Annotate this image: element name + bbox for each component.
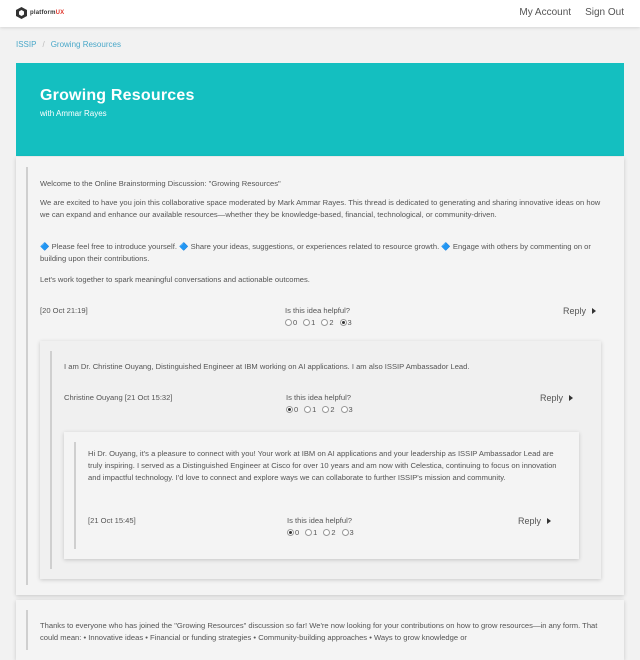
post-timestamp: [21 Oct 15:45] xyxy=(88,516,136,525)
helpful-label: Is this idea helpful? xyxy=(286,393,352,402)
thread-line xyxy=(26,610,28,650)
logo-text: platformUX xyxy=(30,10,65,16)
caret-right-icon xyxy=(569,395,573,401)
page-hero xyxy=(16,63,624,156)
post-paragraph: Thanks to everyone who has joined the "Growing Resources" discussion so far! We're now looking for your contributions on how to grow resources—in any form. That could mean: • Innovative ideas • Financial or funding strategies • Community-building approaches • Ways to grow knowledge or xyxy=(40,621,598,642)
rating-option-1[interactable]: 1 xyxy=(305,528,317,537)
discussion-post xyxy=(16,600,624,660)
rating-option-2[interactable]: 2 xyxy=(323,528,335,537)
page-title: Growing Resources xyxy=(40,87,195,104)
breadcrumb-issip[interactable]: ISSIP xyxy=(16,40,37,49)
rating-option-0[interactable]: 0 xyxy=(285,318,297,327)
rating-group xyxy=(286,405,353,414)
thread-line xyxy=(50,351,52,569)
breadcrumb xyxy=(16,40,121,49)
post-author-timestamp: Christine Ouyang [21 Oct 15:32] xyxy=(64,393,173,402)
post-paragraph: Welcome to the Online Brainstorming Discussion: "Growing Resources" xyxy=(40,179,281,188)
helpful-label: Is this idea helpful? xyxy=(285,306,351,315)
rating-option-0[interactable]: 0 xyxy=(286,405,298,414)
reply-button[interactable]: Reply xyxy=(563,306,596,316)
thread-line xyxy=(74,442,76,549)
reply-post xyxy=(64,432,579,559)
platformux-logo[interactable] xyxy=(16,7,64,19)
hexagon-logo-icon xyxy=(16,7,27,19)
rating-option-1[interactable]: 1 xyxy=(303,318,315,327)
my-account-link[interactable]: My Account xyxy=(519,7,572,18)
reply-button[interactable]: Reply xyxy=(518,516,551,526)
rating-option-2[interactable]: 2 xyxy=(321,318,333,327)
post-paragraph: 🔷 Please feel free to introduce yourself. 🔷 Share your ideas, suggestions, or experiences related to resource growth. 🔷 Engage with others by commenting on or building upon their contributions. xyxy=(40,242,591,263)
rating-option-1[interactable]: 1 xyxy=(304,405,316,414)
post-paragraph: Let's work together to spark meaningful conversations and actionable outcomes. xyxy=(40,275,310,284)
post-timestamp: [20 Oct 21:19] xyxy=(40,306,88,315)
top-navbar xyxy=(0,0,640,27)
rating-option-0[interactable]: 0 xyxy=(287,528,299,537)
rating-group xyxy=(287,528,354,537)
post-paragraph: I am Dr. Christine Ouyang, Distinguished Engineer at IBM working on AI applications. I am also ISSIP Ambassador Lead. xyxy=(64,362,470,371)
caret-right-icon xyxy=(592,308,596,314)
reply-button[interactable]: Reply xyxy=(540,393,573,403)
caret-right-icon xyxy=(547,518,551,524)
rating-option-3[interactable]: 3 xyxy=(342,528,354,537)
sign-out-link[interactable]: Sign Out xyxy=(585,7,624,18)
rating-option-2[interactable]: 2 xyxy=(322,405,334,414)
breadcrumb-separator: / xyxy=(42,40,45,49)
breadcrumb-growing-resources[interactable]: Growing Resources xyxy=(50,40,121,49)
thread-line xyxy=(26,167,28,585)
rating-option-3[interactable]: 3 xyxy=(341,405,353,414)
rating-group xyxy=(285,318,352,327)
helpful-label: Is this idea helpful? xyxy=(287,516,353,525)
page-subtitle: with Ammar Rayes xyxy=(40,109,107,118)
post-paragraph: We are excited to have you join this collaborative space moderated by Mark Ammar Rayes. This thread is dedicated to generating and sharing innovative ideas on how we can expand and enhance our available resources—whether they be knowledge-based, financial, technological, or community-driven. xyxy=(40,198,601,219)
rating-option-3[interactable]: 3 xyxy=(340,318,352,327)
post-paragraph: Hi Dr. Ouyang, it's a pleasure to connect with you! Your work at IBM on AI applications and your leadership as ISSIP Ambassador Lead are truly inspiring. I served as a Distinguished Engineer at Cisco for over 10 years and am now with Celestica, continuing to focus on innovation and impactful technology. I'd love to connect and explore ways we can collaborate to further ISSIP's mission and community. xyxy=(88,449,557,482)
